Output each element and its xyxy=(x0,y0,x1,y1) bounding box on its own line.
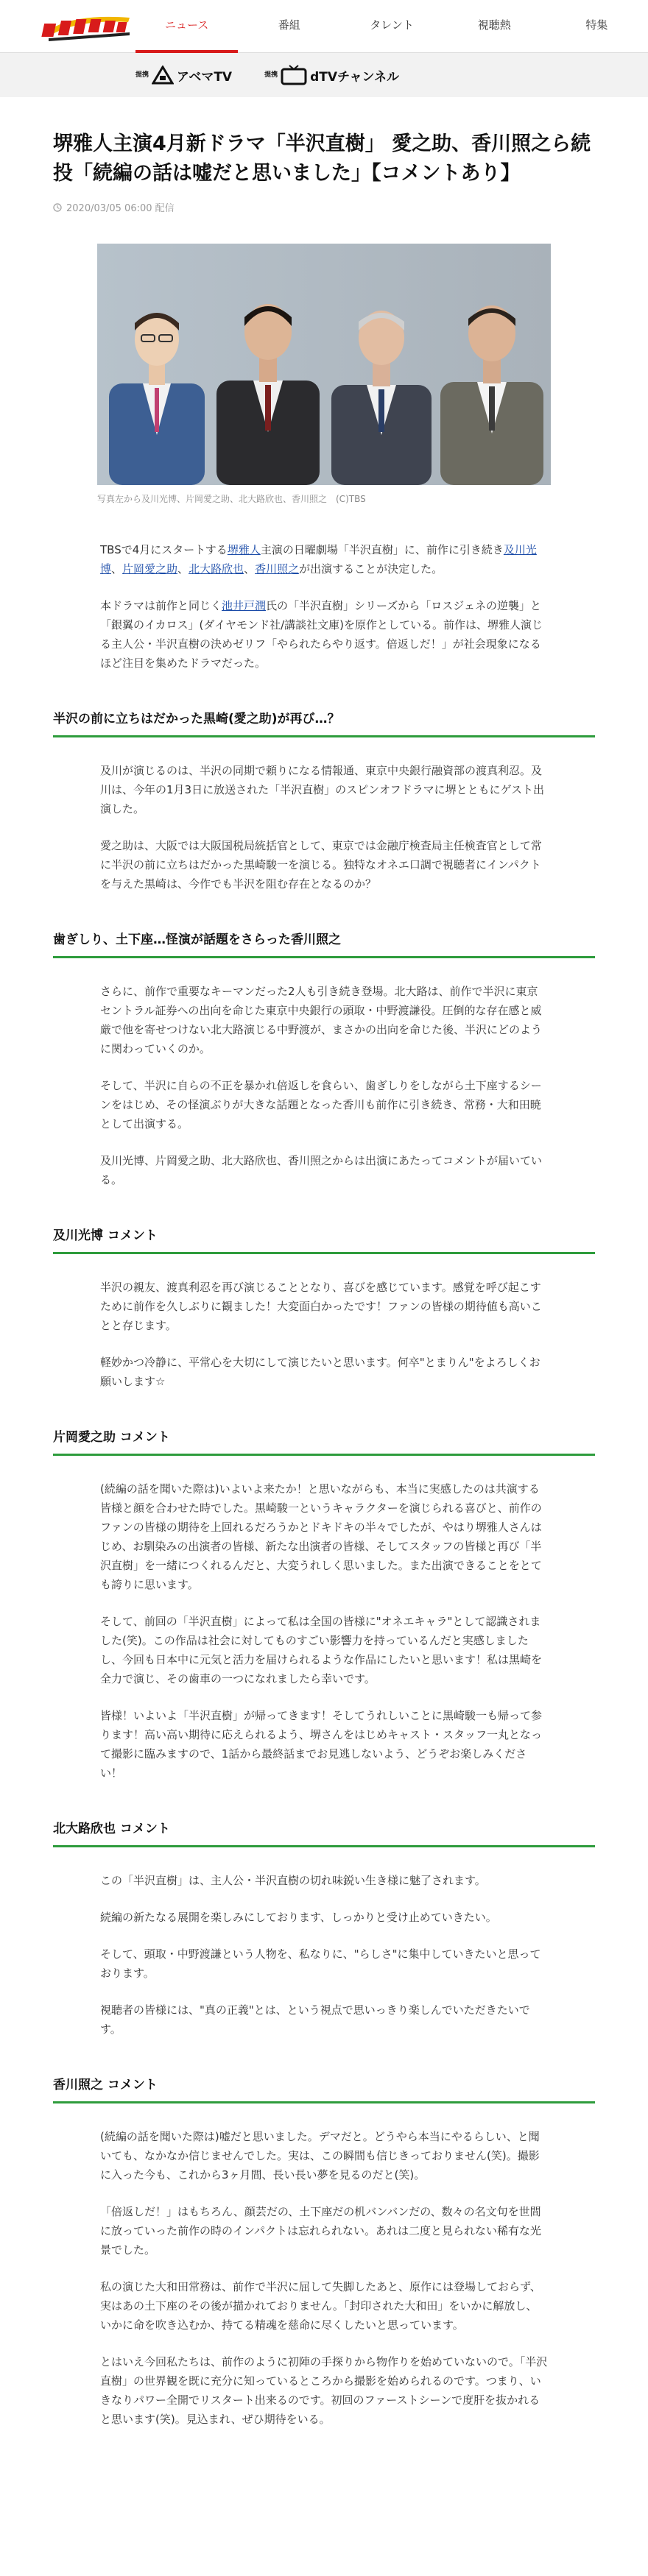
text-run: 氏の「半沢直樹」シリーズから「ロスジェネの逆襲」と「銀翼のイカロス」(ダイヤモンド社/講談社文庫)を原作としている。前作は、堺雅人演じる主人公・半沢直樹の決めゼリフ「やられたらやり返す。倍返しだ！」が社会現象になるほど注目を集めたドラマだった。 xyxy=(100,599,543,670)
section-paragraph: そして、前回の「半沢直樹」によって私は全国の皆様に"オネエキャラ"として認識されました(笑)。この作品は社会に対してものすごい影響力を持っているんだと実感しましたし、今回も日本中に元気と活力を届けられるような作品にしたいと思います！私は黒崎を全力で演じ、その歯車の一つになれましたら幸いです。 xyxy=(100,1615,543,1685)
nav-item-talent[interactable]: タレント xyxy=(370,18,414,32)
partner-abema-name: アベマTV xyxy=(177,69,233,85)
person-link-kitaoji[interactable]: 北大路欣也 xyxy=(189,562,244,576)
nav-item-ranking[interactable]: 視聴熱 xyxy=(477,18,511,32)
photo-caption: 写真左から及川光博、片岡愛之助、北大路欣也、香川照之 (C)TBS xyxy=(97,494,366,504)
partner-prefix: 提携 xyxy=(264,71,278,79)
text-run: 、 xyxy=(177,562,189,576)
intro-paragraph-2 xyxy=(53,596,595,673)
person-link-kataoka[interactable]: 片岡愛之助 xyxy=(122,562,178,576)
section-paragraph: 私の演じた大和田常務は、前作で半沢に屈して失脚したあと、原作には登場しておらず、実はあの土下座のその後が描かれておりません。「封印された大和田」をいかに解放し、いかに命を吹き込むか、持てる精魂を慈命に尽くしたいと思っています。 xyxy=(100,2280,541,2332)
section-heading: 歯ぎしり、土下座…怪演が話題をさらった香川照之 xyxy=(53,929,595,958)
section-paragraph: 「倍返しだ！」はもちろん、顔芸だの、土下座だの机バンバンだの、数々の名文句を世間に放っていった前作の時のインパクトは忘れられない。あれは二度と見られない稀有な光景でした。 xyxy=(100,2205,541,2257)
partner-bar xyxy=(0,53,648,97)
nav-item-programs[interactable]: 番組 xyxy=(278,18,300,32)
partner-dtv-link[interactable] xyxy=(264,65,399,85)
section-paragraph: 視聴者の皆様には、"真の正義"とは、という視点で思いっきり楽しんでいただきたいです。 xyxy=(100,2003,530,2036)
section-heading: 片岡愛之助 コメント xyxy=(53,1426,595,1456)
section-paragraph: そして、半沢に自らの不正を暴かれ倍返しを食らい、歯ぎしりをしながら土下座するシーンをはじめ、その怪演ぶりが大きな話題となった香川も前作に引き続き、常務・大和田暁として出演する。 xyxy=(100,1079,542,1130)
text-run: が出演することが決定した。 xyxy=(299,562,443,576)
article xyxy=(0,97,648,2491)
section-paragraph: そして、頭取・中野渡謙という人物を、私なりに、"らしさ"に集中していきたいと思っております。 xyxy=(100,1947,541,1980)
text-run: TBSで4月にスタートする xyxy=(100,543,228,556)
section-paragraph: 及川光博、片岡愛之助、北大路欣也、香川照之からは出演にあたってコメントが届いている。 xyxy=(100,1154,543,1186)
person-link-sakai[interactable]: 堺雅人 xyxy=(227,543,261,556)
partner-dtv-name: dTVチャンネル xyxy=(310,69,400,85)
article-title: 堺雅人主演4月新ドラマ「半沢直樹」 愛之助、香川照之ら続投「続編の話は嘘だと思いました」【コメントあり】 xyxy=(53,132,591,185)
person-link-oikawa[interactable]: 及川光博 xyxy=(100,543,537,576)
person-link-ikeido[interactable]: 池井戸潤 xyxy=(222,599,267,612)
text-run: 、 xyxy=(244,562,256,576)
site-header xyxy=(0,0,648,53)
publish-date-text: 2020/03/05 06:00 配信 xyxy=(66,203,175,214)
cast-photo xyxy=(97,244,551,485)
text-run: 、 xyxy=(111,562,123,576)
section-paragraph: この「半沢直樹」は、主人公・半沢直樹の切れ味鋭い生き様に魅了されます。 xyxy=(100,1874,486,1887)
section-heading: 及川光博 コメント xyxy=(53,1225,595,1254)
nav-item-features[interactable]: 特集 xyxy=(585,18,608,32)
partner-abema-link[interactable] xyxy=(135,66,232,85)
text-run: 主演の日曜劇場「半沢直樹」に、前作に引き続き xyxy=(260,543,504,556)
article-body xyxy=(53,540,595,2429)
clock-icon xyxy=(53,203,62,212)
section-paragraph: 及川が演じるのは、半沢の同期で頼りになる情報通、東京中央銀行融資部の渡真利忍。及川は、今年の1月3日に放送された「半沢直樹」のスピンオフドラマに堺とともにゲスト出演した。 xyxy=(100,764,545,815)
section-paragraph: 愛之助は、大阪では大阪国税局統括官として、東京では金融庁検査局主任検査官として常に半沢の前に立ちはだかった黒崎駿一を演じる。独特なオネエ口調で視聴者にインパクトを与えた黒崎は、今作でも半沢を阻む存在となるのか？ xyxy=(100,839,542,891)
section-paragraph: とはいえ今回私たちは、前作のように初陣の手探りから物作りを始めていないので。「半沢直樹」の世界観を既に充分に知っているところから撮影を始められるのです。つまり、いきなりパワー全開でリスタート出来るのです。初回のファーストシーンで度肝を抜かれると思います(笑)。見込まれ、ぜひ期待をいる。 xyxy=(100,2355,548,2426)
section-paragraph: 続編の新たなる展開を楽しみにしております、しっかりと受け止めていきたい。 xyxy=(100,1911,497,1924)
section-heading: 北大路欣也 コメント xyxy=(53,1818,595,1847)
section-heading: 香川照之 コメント xyxy=(53,2074,595,2103)
site-logo[interactable] xyxy=(41,10,135,43)
section-paragraph: 軽妙かつ冷静に、平常心を大切にして演じたいと思います。何卒"とまりん"をよろしくお願いします☆ xyxy=(100,1356,540,1388)
publish-date xyxy=(53,200,595,214)
person-link-kagawa[interactable]: 香川照之 xyxy=(255,562,300,576)
nav-item-news[interactable]: ニュース xyxy=(135,0,238,53)
text-run: 本ドラマは前作と同じく xyxy=(100,599,222,612)
section-heading: 半沢の前に立ちはだかった黒崎(愛之助)が再び…？ xyxy=(53,708,595,737)
section-paragraph: (続編の話を聞いた際は)いよいよ来たか！と思いながらも、本当に実感したのは共演する皆様と顔を合わせた時でした。黒崎駿一というキャラクターを演じられる喜びと、前作のファンの皆様の期待を上回れるだろうかとドキドキの半々でしたが、やはり堺雅人さんはじめ、お馴染みの出演者の皆様、新たな出演者の皆様、そしてスタッフの皆様と再び「半沢直樹」を一緒につくれるんだと、大変うれしく思いました。また出演できることをとても誇りに思います。 xyxy=(100,1482,542,1591)
section-paragraph: 皆様！いよいよ「半沢直樹」が帰ってきます！そしてうれしいことに黒崎駿一も帰って参ります！高い高い期待に応えられるよう、堺さんをはじめキャスト・スタッフ一丸となって撮影に臨みますので、1話から最終話までお見逃しないよう、どうぞお楽しみください！ xyxy=(100,1709,543,1780)
intro-paragraph-1 xyxy=(53,540,595,578)
section-paragraph: さらに、前作で重要なキーマンだった2人も引き続き登場。北大路は、前作で半沢に東京セントラル証券への出向を命じた東京中央銀行の頭取・中野渡謙役。圧倒的な存在感と威厳で他を寄せつけない北大路演じる中野渡が、まさかの出向を命じた後、半沢にどのように関わっていくのか。 xyxy=(100,985,543,1055)
abema-icon xyxy=(152,66,174,85)
section-paragraph: 半沢の親友、渡真利忍を再び演じることとなり、喜びを感じています。感覚を呼び起こすために前作を久しぶりに観ました！大変面白かったです！ファンの皆様の期待値も高いことと存じます。 xyxy=(100,1281,542,1332)
main-nav xyxy=(135,0,648,53)
partner-prefix: 提携 xyxy=(135,71,149,79)
section-paragraph: (続編の話を聞いた際は)嘘だと思いました。デマだと。どうやら本当にやるらしい、と聞いても、なかなか信じませんでした。実は、この瞬間も信じきっておりません(笑)。撮影に入った今も、これから3ヶ月間、長い長い夢を見るのだと(笑)。 xyxy=(100,2130,540,2182)
tv-icon xyxy=(281,65,307,85)
logo-mark-icon xyxy=(41,10,135,43)
